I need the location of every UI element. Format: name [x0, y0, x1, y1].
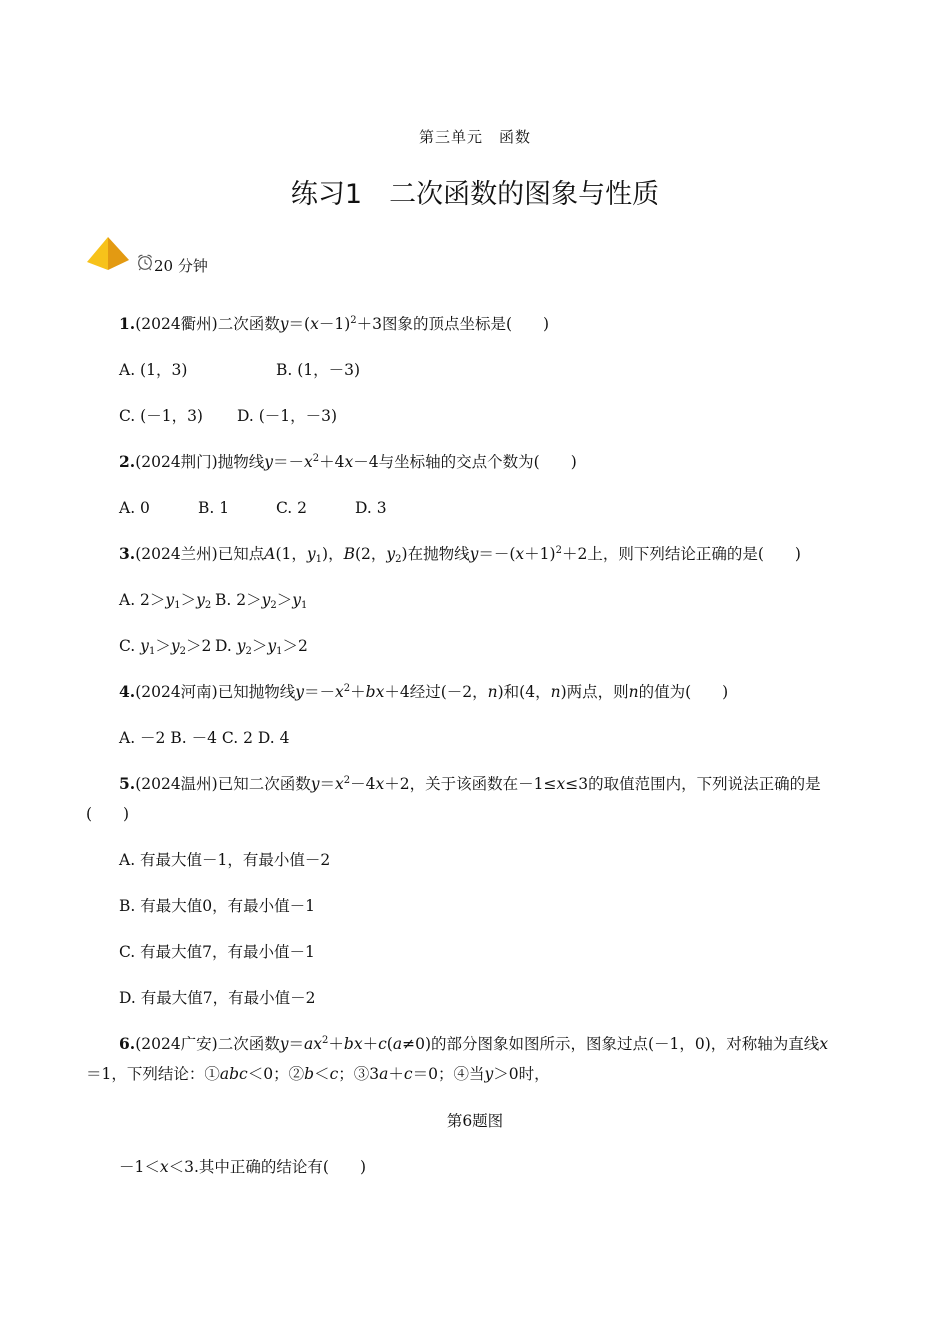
option-c: C. 2 — [276, 499, 308, 517]
question-number: 2. — [119, 452, 136, 471]
page-title: 练习1 二次函数的图象与性质 — [290, 179, 660, 210]
pyramid-icon — [86, 236, 130, 272]
question-5-stem: 5.(2024温州)已知二次函数$y=x^2-4x+2$，关于该函数在－1≤x≤3的取值范围内，下列说法正确的是 — [119, 774, 821, 793]
option-c: C. 有最大值7，有最小值－1 — [119, 943, 315, 961]
option-d: D. (－1，－3) — [237, 407, 338, 425]
option-b: B. －4 — [170, 729, 217, 747]
question-3-stem: 3.(2024兰州)已知点A(1，$y_1$)，B(2，$y_2$)在抛物线$y=-(x+1)^2+2$上，则下列结论正确的是( ) — [119, 544, 801, 565]
question-6-ending: －1＜x＜3.其中正确的结论有( ) — [119, 1158, 367, 1176]
question-source: (2024广安) — [135, 1035, 218, 1053]
option-d: D. 4 — [257, 729, 290, 747]
alarm-clock-icon — [136, 253, 154, 271]
answer-bracket: ( ) — [86, 805, 130, 823]
question-source: (2024衢州) — [135, 315, 218, 333]
question-2-stem: 2.(2024荆门)抛物线$y=-x^2+4x-4$与坐标轴的交点个数为( ) — [119, 452, 577, 471]
question-6-stem: 6.(2024广安)二次函数$y=ax^2+bx+c(a\ne 0)$的部分图象如图所示，图象过点(－1，0)，对称轴为直线x — [119, 1034, 829, 1053]
question-number: 3. — [119, 544, 136, 563]
option-b: B. (1，－3) — [276, 361, 361, 379]
question-source: (2024温州) — [135, 775, 218, 793]
question-number: 5. — [119, 774, 136, 793]
option-a: A. －2 — [119, 729, 166, 747]
option-d: D. $y_2>y_1>2$ — [215, 637, 308, 657]
question-source: (2024兰州) — [135, 545, 218, 563]
question-source: (2024荆门) — [135, 453, 218, 471]
option-a: A. 有最大值－1，有最小值－2 — [119, 851, 331, 869]
option-a: A. $2>y_1>y_2$ — [119, 591, 212, 611]
question-number: 6. — [119, 1034, 136, 1053]
question-number: 4. — [119, 682, 136, 701]
option-b: B. 有最大值0，有最小值－1 — [119, 897, 315, 915]
option-c: C. $y_1>y_2>2$ — [119, 637, 212, 657]
option-d: D. 有最大值7，有最小值－2 — [119, 989, 316, 1007]
option-b: B. $2>y_2>y_1$ — [215, 591, 308, 611]
question-4-stem: 4.(2024河南)已知抛物线$y=-x^2+bx+4$经过(－2，n)和(4，n)两点，则n的值为( ) — [119, 682, 729, 701]
option-a: A. (1，3) — [119, 361, 188, 379]
option-c: C. 2 — [221, 729, 253, 747]
question-1-stem: 1.(2024衢州)二次函数$y=(x-1)^2+3$图象的顶点坐标是( ) — [119, 314, 550, 333]
figure-caption: 第6题图 — [446, 1112, 504, 1130]
option-a: A. 0 — [119, 499, 150, 517]
option-c: C. (－1，3) — [119, 407, 203, 425]
timer-text: 20 分钟 — [154, 257, 208, 275]
question-source: (2024河南) — [135, 683, 218, 701]
option-b: B. 1 — [198, 499, 230, 517]
question-6-conclusions: ＝1，下列结论：①abc＜0；②b＜c；③3a＋c＝0；④当y＞0时， — [86, 1065, 550, 1083]
unit-title: 第三单元 函数 — [418, 128, 531, 146]
options-row — [119, 728, 289, 748]
question-number: 1. — [119, 314, 136, 333]
option-d: D. 3 — [355, 499, 387, 517]
